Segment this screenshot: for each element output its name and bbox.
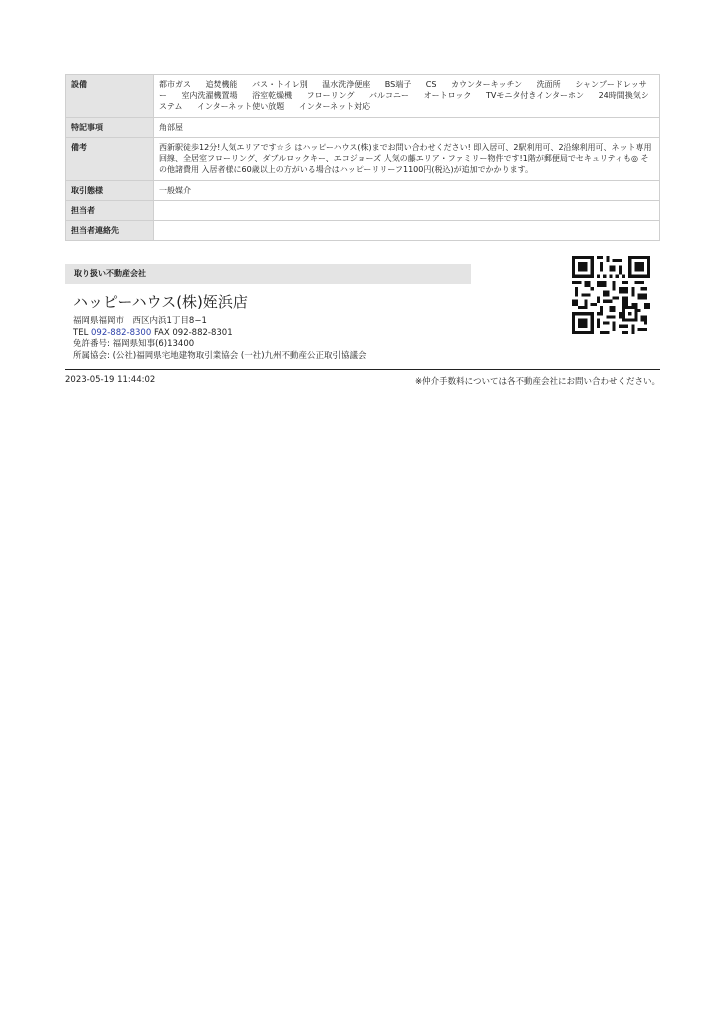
- agent-info: [73, 292, 367, 362]
- license-number: 免許番号: 福岡県知事(6)13400: [73, 339, 195, 349]
- equipment-label: 設備: [66, 75, 154, 118]
- special-label: 特記事項: [66, 118, 154, 138]
- equipment-item: 洗面所: [536, 80, 561, 89]
- phone-line: [73, 328, 367, 340]
- equipment-item: インターネット使い放題: [197, 102, 285, 111]
- equipment-item: 都市ガス: [159, 80, 191, 89]
- equipment-item: 追焚機能: [205, 80, 238, 89]
- fax-label: FAX: [153, 327, 170, 338]
- fax-number: 092-882-8301: [172, 327, 233, 338]
- row-remarks: [66, 138, 660, 181]
- equipment-item: 室内洗濯機置場: [181, 91, 238, 100]
- row-equipment: [66, 75, 660, 118]
- remarks-value: 西新駅徒歩12分!人気エリアです☆彡 はハッピーハウス(株)までお問い合わせください! 即入居可、2駅利用可、2沿線利用可、ネット専用回線、全居室フローリング、ダブルロックキー、エコジョーズ 人気の藤エリア・ファミリー物件です!1階が郵便局でセキュリティも◎ その他諸費用 入居者様に60歳以上の方がいる場合はハッピーリリーフ1100円(税込)が追加でかかります。: [154, 138, 660, 181]
- row-transaction: [66, 181, 660, 201]
- equipment-item: カウンターキッチン: [451, 80, 523, 89]
- contact-label: 担当者連絡先: [66, 221, 154, 241]
- person-value: [154, 201, 660, 221]
- equipment-item: 浴室乾燥機: [252, 91, 293, 100]
- equipment-item: TVモニタ付きインターホン: [485, 91, 585, 100]
- qr-code-icon: [572, 256, 650, 334]
- remarks-label: 備考: [66, 138, 154, 181]
- equipment-item: バルコニー: [369, 91, 410, 100]
- equipment-item: CS: [425, 80, 437, 89]
- tel-link[interactable]: 092-882-8300: [91, 327, 152, 338]
- company-address: 福岡県福岡市 西区内浜1丁目8−1: [73, 316, 207, 326]
- fee-notice: ※仲介手数料については各不動産会社にお問い合わせください。: [415, 377, 660, 387]
- equipment-item: フローリング: [306, 91, 355, 100]
- association: 所属協会: (公社)福岡県宅地建物取引業協会 (一社)九州不動産公正取引協議会: [73, 350, 367, 361]
- agent-section-header: 取り扱い不動産会社: [65, 264, 471, 284]
- print-datetime: 2023-05-19 11:44:02: [65, 375, 156, 385]
- row-contact: [66, 221, 660, 241]
- row-person: [66, 201, 660, 221]
- equipment-item: BS端子: [384, 80, 412, 89]
- person-label: 担当者: [66, 201, 154, 221]
- equipment-item: 24時間換気システム: [159, 91, 649, 111]
- property-spec-table: [65, 74, 660, 241]
- equipment-item: 温水洗浄便座: [322, 80, 371, 89]
- special-value: 角部屋: [154, 118, 660, 138]
- company-name: ハッピーハウス(株)姪浜店: [73, 293, 248, 311]
- contact-value: [154, 221, 660, 241]
- equipment-item: オートロック: [423, 91, 472, 100]
- transaction-value: 一般媒介: [154, 181, 660, 201]
- equipment-item: インターネット対応: [298, 102, 371, 111]
- row-special: [66, 118, 660, 138]
- footer-divider: [65, 369, 660, 370]
- equipment-list: [154, 75, 660, 118]
- tel-label: TEL: [73, 327, 89, 338]
- transaction-label: 取引態様: [66, 181, 154, 201]
- equipment-item: シャンプードレッサー: [159, 80, 647, 100]
- equipment-item: バス・トイレ別: [252, 80, 308, 89]
